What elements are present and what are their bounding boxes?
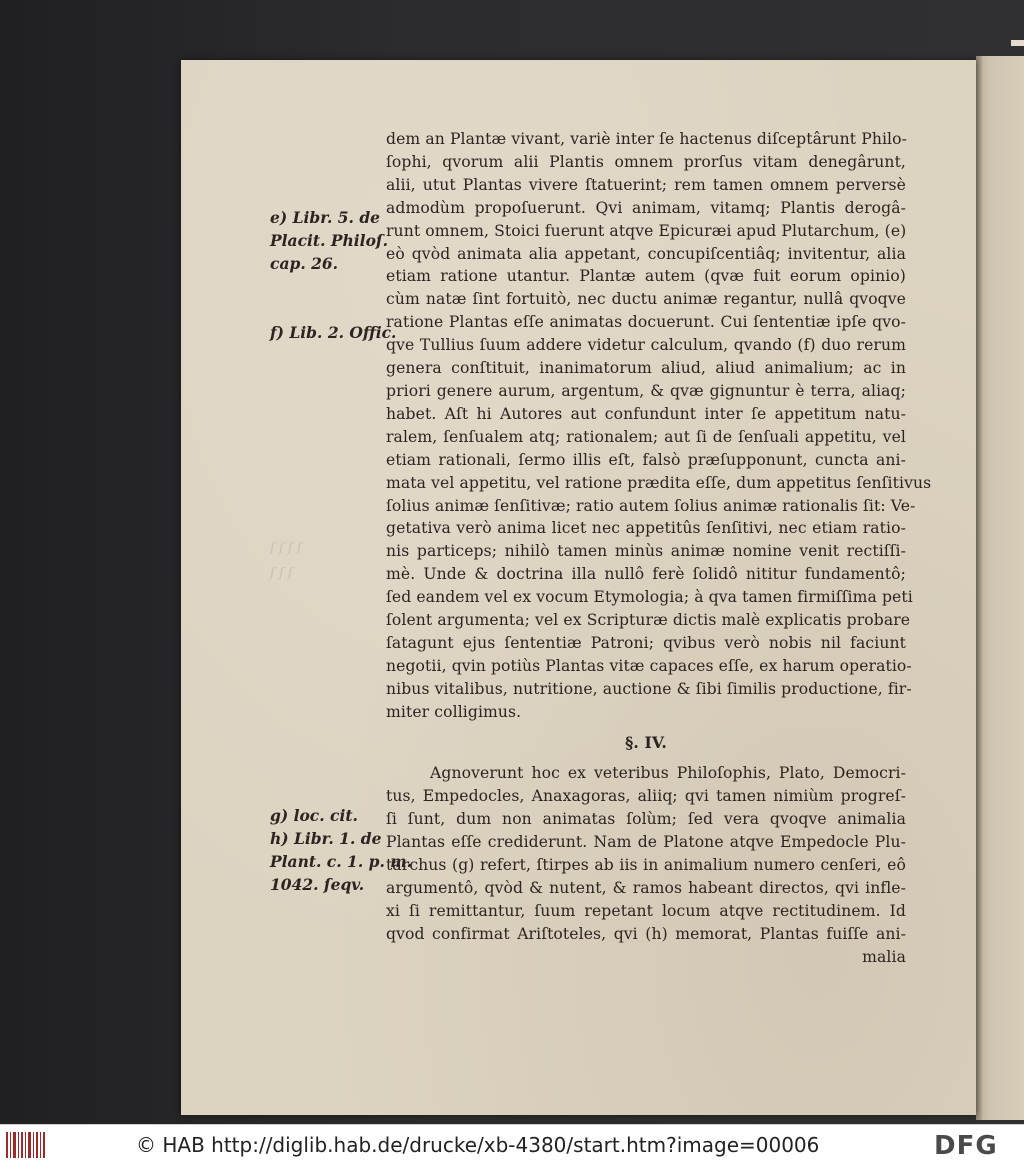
text-line: ſolius animæ ſenſitivæ; ratio autem ſolius animæ rationalis ſit: Ve-: [386, 496, 916, 515]
text-line: eò qvòd animata alia appetant, concupiſcentiâq; invitentur, alia: [386, 244, 906, 263]
text-line: Plantas eſſe crediderunt. Nam de Platone atqve Empedocle Plu-: [386, 833, 906, 852]
text-line: genera conſtituit, inanimatorum aliud, aliud animalium; ac in: [386, 359, 906, 378]
adjacent-page-edge: [976, 56, 1024, 1120]
text-line: etiam ratione utantur. Plantæ autem (qvæ fuit eorum opinio): [386, 267, 906, 286]
marginal-note-e-cont: Placit. Philoſ.: [270, 231, 388, 250]
bleed-through-mark: ſ ſ ſ ſ: [270, 541, 302, 556]
main-text: [386, 128, 932, 969]
text-line: cùm natæ ſint fortuitò, nec ductu animæ regantur, nullâ qvoqve: [386, 290, 906, 309]
marginal-note-e-cont: cap. 26.: [270, 254, 339, 273]
text-line: xi ſi remittantur, ſuum repetant locum atqve rectitudinem. Id: [386, 901, 906, 920]
text-line: argumentô, qvòd & nutent, & ramos habeant directos, qvi infle-: [386, 879, 906, 897]
bleed-through-mark: ſ ſ ſ: [270, 566, 293, 581]
text-line: miter colligimus.: [386, 702, 522, 721]
text-line: tus, Empedocles, Anaxagoras, aliiq; qvi tamen nimiùm progreſ-: [386, 787, 906, 806]
marginal-note-h-cont: 1042. ſeqv.: [270, 875, 365, 894]
paragraph-1: [386, 128, 932, 724]
text-line: nis particeps; nihilò tamen minùs animæ nomine venit rectiſſi-: [386, 542, 906, 561]
section-heading: §. IV.: [625, 732, 667, 752]
text-line: alii, utut Plantas vivere ſtatuerint; rem tamen omnem perversè: [386, 175, 906, 194]
text-line: ſophi, qvorum alii Plantis omnem prorſus vitam denegârunt,: [386, 152, 906, 171]
footer-bar: [0, 1124, 1024, 1164]
text-line: ſolent argumenta; vel ex Scripturæ dictis malè explicatis probare: [386, 611, 911, 630]
text-line: ſatagunt ejus ſententiæ Patroni; qvibus verò nobis nil faciunt: [386, 633, 906, 652]
text-line: runt omnem, Stoici fuerunt atqve Epicuræi apud Plutarchum, (e): [386, 221, 907, 240]
paragraph-2: [386, 762, 906, 945]
text-line: priori genere aurum, argentum, & qvæ gignuntur è terra, aliaq;: [386, 381, 906, 400]
text-line: ralem, ſenſualem atq; rationalem; aut ſi de ſenſuali appetitu, vel: [386, 427, 906, 446]
text-line: negotii, qvin potiùs Plantas vitæ capaces eſſe, ex harum operatio-: [386, 656, 912, 675]
text-line: getativa verò anima licet nec appetitûs ſenſitivi, nec etiam ratio-: [386, 519, 906, 538]
text-line: ſed eandem vel ex vocum Etymologia; à qva tamen firmiſſima peti: [386, 588, 913, 607]
text-line: qve Tullius ſuum addere videtur calculum, qvando (f) duo rerum: [386, 336, 906, 355]
catchword: malia: [862, 947, 906, 966]
text-line: mè. Unde & doctrina illa nullô ferè ſolidô nititur fundamentô;: [386, 565, 906, 584]
page-fold: [976, 56, 982, 1120]
marginal-note-e: e) Libr. 5. de: [270, 208, 381, 227]
dfg-logo: DFG: [934, 1131, 998, 1161]
marginal-note-h: h) Libr. 1. de: [270, 829, 382, 848]
text-line: ratione Plantas eſſe animatas docuerunt. Cui ſententiæ ipſe qvo-: [386, 313, 906, 332]
text-line: nibus vitalibus, nutritione, auctione & ſibi ſimilis productione, fir-: [386, 679, 912, 698]
text-line: etiam rationali, ſermo illis eſt, falsò præſupponunt, cuncta ani-: [386, 450, 906, 469]
text-line: admodùm propoſuerunt. Qvi animam, vitamq; Plantis derogâ-: [386, 198, 906, 217]
text-line: Agnoverunt hoc ex veteribus Philoſophis, Plato, Democri-: [430, 764, 906, 783]
text-line: mata vel appetitu, vel ratione prædita eſſe, dum appetitus ſenſitivus: [386, 473, 932, 492]
page-corner: [1011, 40, 1024, 46]
barcode-icon: [6, 1132, 46, 1158]
marginal-note-h-cont: Plant. c. 1. p. m.: [270, 852, 413, 871]
text-line: ſi ſunt, dum non animatas ſolùm; ſed vera qvoqve animalia: [386, 810, 906, 829]
text-line: habet. Aſt hi Autores aut confundunt inter ſe appetitum natu-: [386, 404, 906, 423]
source-citation-link[interactable]: © HAB http://diglib.hab.de/drucke/xb-4380/start.htm?image=00006: [136, 1133, 820, 1157]
text-line: dem an Plantæ vivant, variè inter ſe hactenus diſceptârunt Philo-: [386, 130, 907, 148]
text-line: tarchus (g) refert, ſtirpes ab iis in animalium numero cenſeri, eô: [386, 856, 906, 875]
marginal-note-f: f) Lib. 2. Offic.: [270, 323, 397, 342]
text-line: qvod confirmat Ariſtoteles, qvi (h) memorat, Plantas fuiſſe ani-: [386, 924, 906, 943]
marginal-note-g: g) loc. cit.: [270, 806, 358, 825]
